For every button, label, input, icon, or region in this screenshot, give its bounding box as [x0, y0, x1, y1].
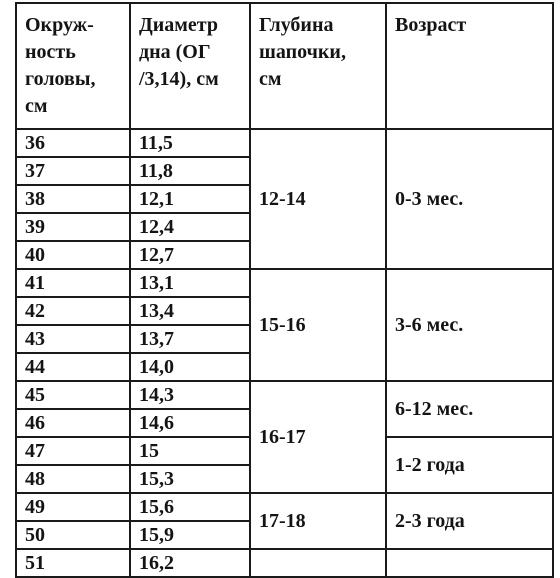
cell-circumference: 49: [16, 493, 130, 521]
header-depth: Глубина шапочки, см: [250, 3, 386, 129]
cell-diameter: 15: [130, 437, 250, 465]
cell-depth: 12-14: [250, 129, 386, 269]
table-row: [16, 269, 553, 297]
cell-circumference: 37: [16, 157, 130, 185]
head-size-table: [15, 2, 554, 578]
cell-depth: 15-16: [250, 269, 386, 381]
cell-circumference: 38: [16, 185, 130, 213]
cell-depth: [250, 549, 386, 577]
cell-circumference: 44: [16, 353, 130, 381]
cell-depth: 17-18: [250, 493, 386, 549]
cell-diameter: 15,6: [130, 493, 250, 521]
cell-circumference: 42: [16, 297, 130, 325]
cell-circumference: 50: [16, 521, 130, 549]
cell-age: 3-6 мес.: [386, 269, 553, 381]
cell-circumference: 47: [16, 437, 130, 465]
header-circumference: Окруж- ность головы, см: [16, 3, 130, 129]
header-diameter: Диаметр дна (ОГ /3,14), см: [130, 3, 250, 129]
cell-diameter: 15,3: [130, 465, 250, 493]
cell-circumference: 48: [16, 465, 130, 493]
cell-diameter: 14,6: [130, 409, 250, 437]
cell-age: [386, 549, 553, 577]
cell-age: 0-3 мес.: [386, 129, 553, 269]
table-row: [16, 493, 553, 521]
header-row: [16, 3, 553, 129]
cell-diameter: 13,1: [130, 269, 250, 297]
cell-diameter: 16,2: [130, 549, 250, 577]
cell-circumference: 45: [16, 381, 130, 409]
table-row: [16, 129, 553, 157]
cell-circumference: 36: [16, 129, 130, 157]
cell-diameter: 12,1: [130, 185, 250, 213]
cell-depth: 16-17: [250, 381, 386, 493]
cell-diameter: 12,7: [130, 241, 250, 269]
cell-diameter: 13,7: [130, 325, 250, 353]
cell-age: 2-3 года: [386, 493, 553, 549]
cell-age: 1-2 года: [386, 437, 553, 493]
cell-diameter: 12,4: [130, 213, 250, 241]
cell-circumference: 46: [16, 409, 130, 437]
header-age: Возраст: [386, 3, 553, 129]
cell-circumference: 51: [16, 549, 130, 577]
cell-circumference: 39: [16, 213, 130, 241]
cell-diameter: 14,3: [130, 381, 250, 409]
cell-diameter: 11,8: [130, 157, 250, 185]
table-body: [16, 129, 553, 577]
cell-diameter: 14,0: [130, 353, 250, 381]
cell-circumference: 43: [16, 325, 130, 353]
cell-diameter: 11,5: [130, 129, 250, 157]
cell-circumference: 40: [16, 241, 130, 269]
cell-diameter: 13,4: [130, 297, 250, 325]
table-row: [16, 549, 553, 577]
cell-circumference: 41: [16, 269, 130, 297]
table-row: [16, 381, 553, 409]
cell-age: 6-12 мес.: [386, 381, 553, 437]
cell-diameter: 15,9: [130, 521, 250, 549]
